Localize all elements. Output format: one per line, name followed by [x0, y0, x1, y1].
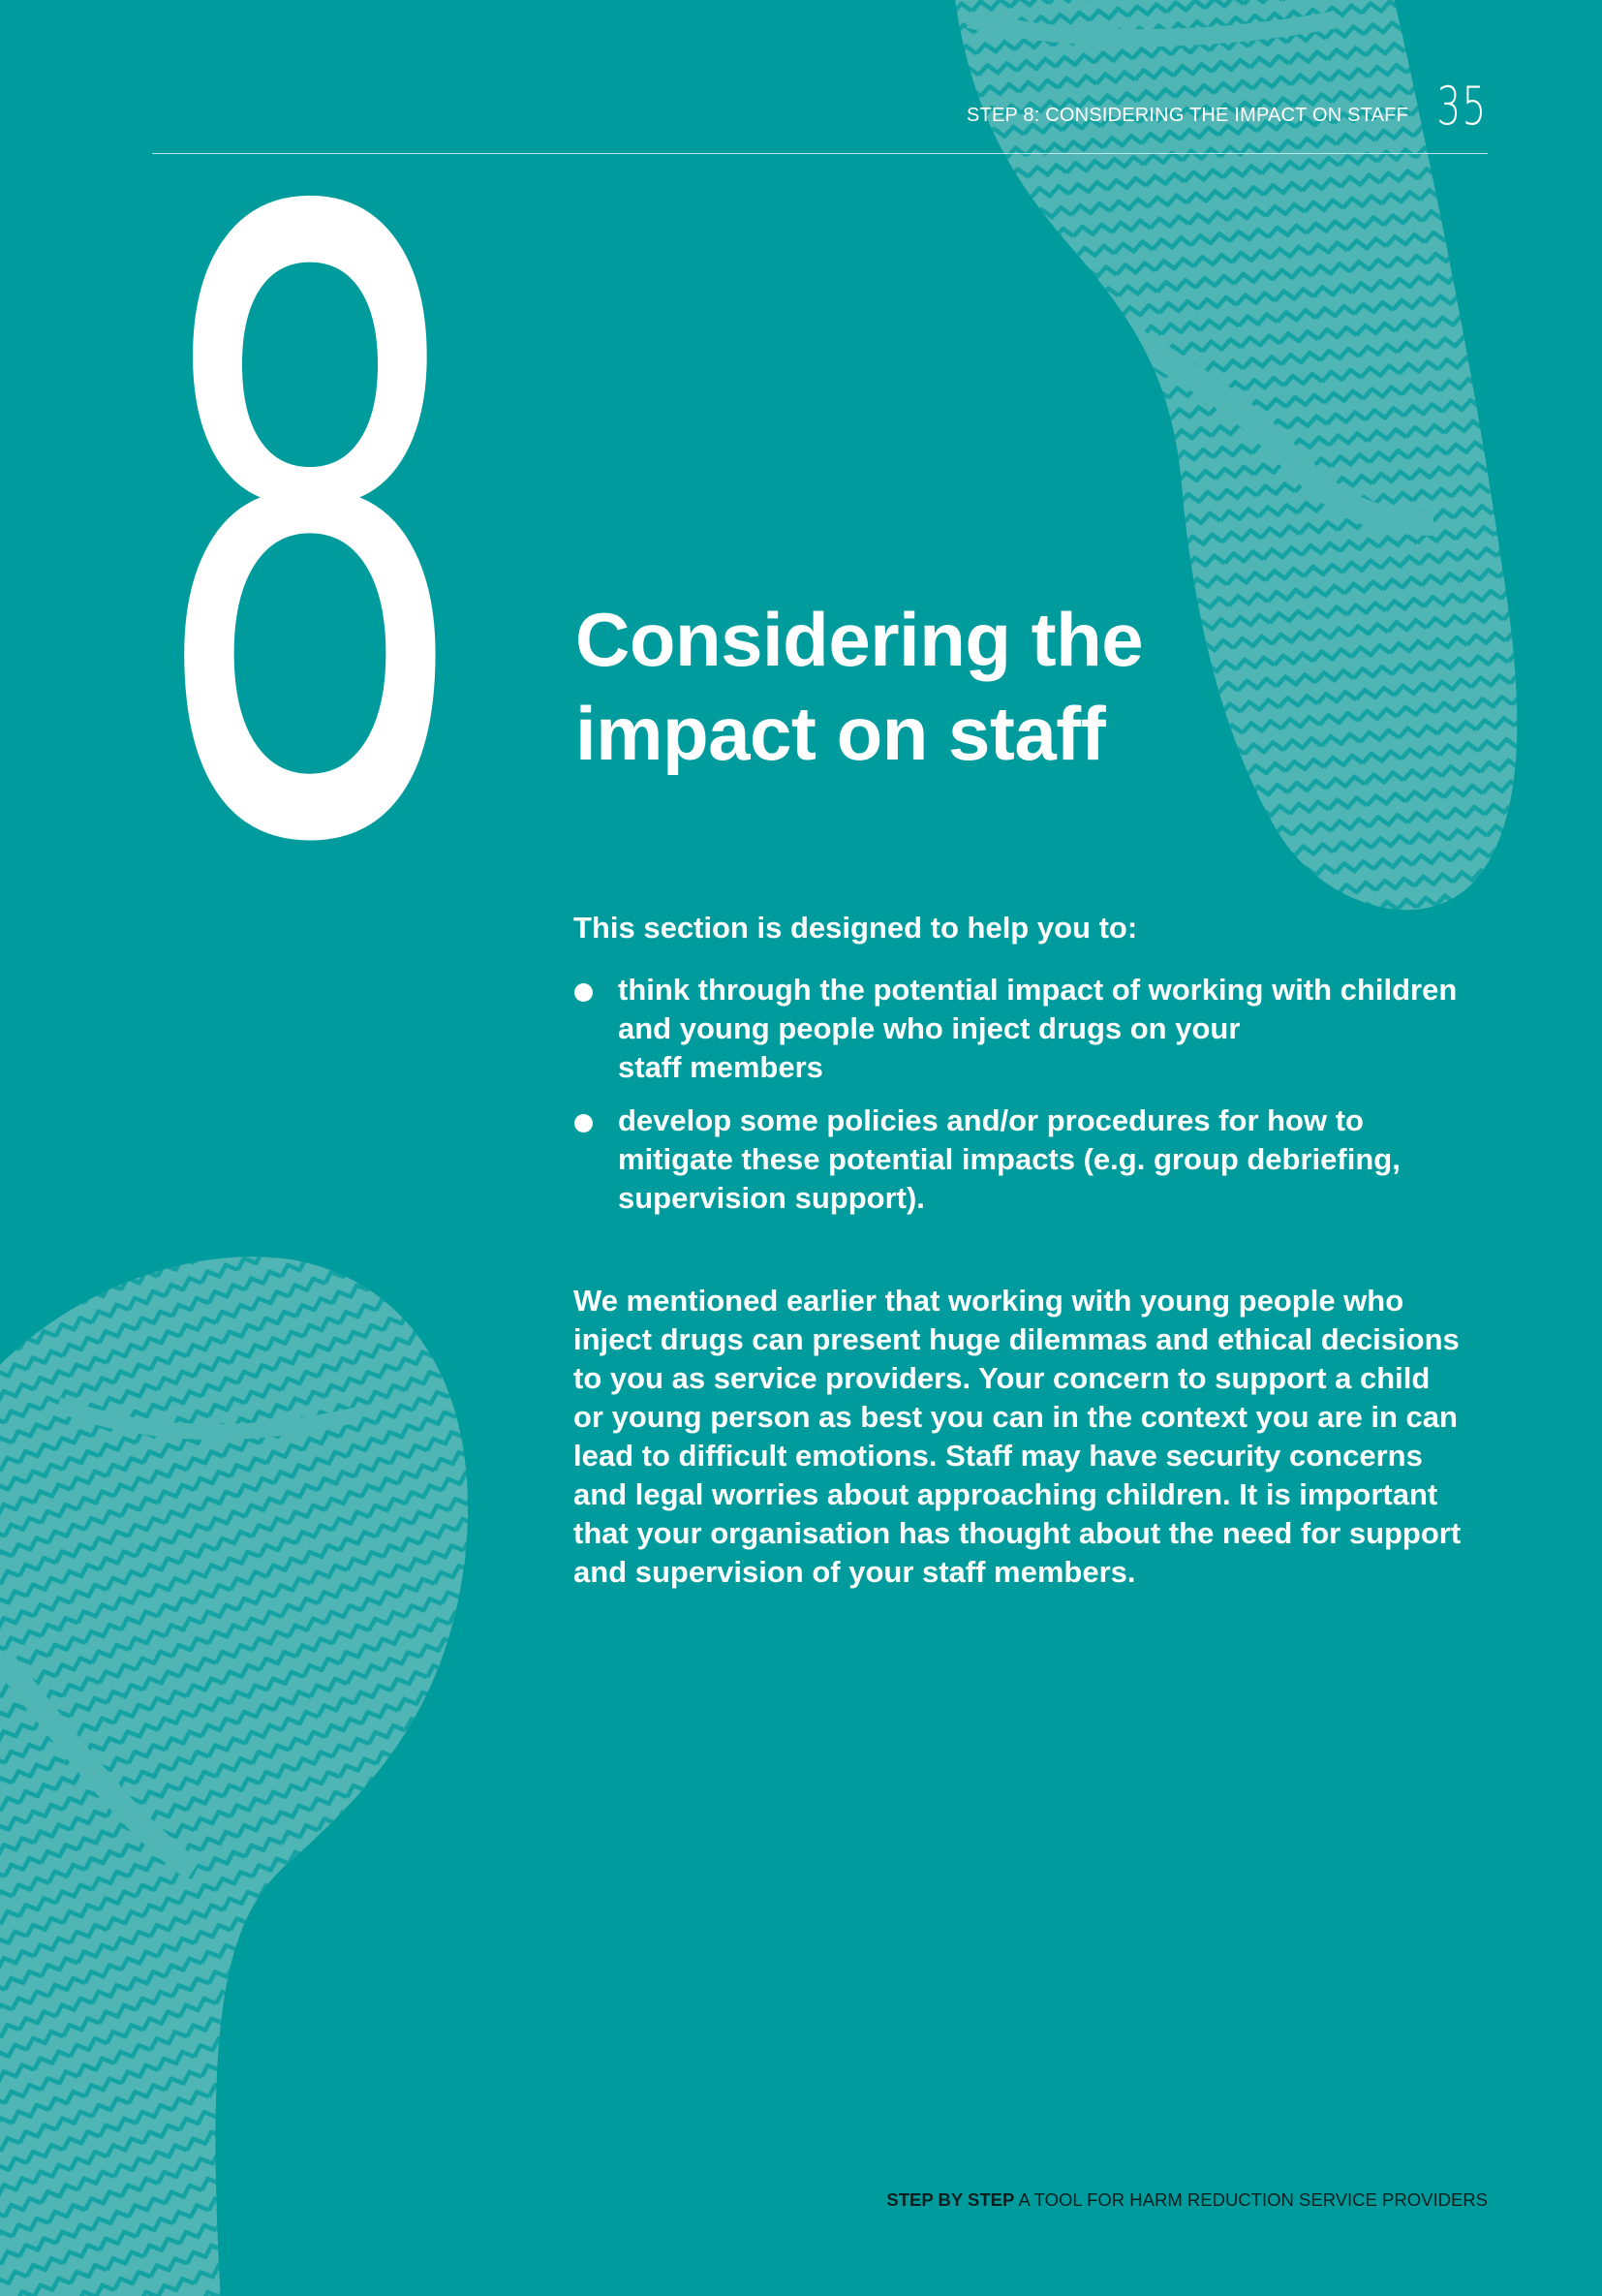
- body-line: or young person as best you can in the context you are in can: [573, 1400, 1458, 1434]
- body-line: We mentioned earlier that working with young people who: [573, 1284, 1404, 1318]
- chapter-title: [575, 593, 1143, 781]
- bullet-item: [573, 1101, 1503, 1218]
- footer-subtitle: A TOOL FOR HARM REDUCTION SERVICE PROVIDERS: [1014, 2189, 1488, 2210]
- bullet-line: staff members: [618, 1050, 823, 1084]
- bullet-line: supervision support).: [618, 1181, 925, 1215]
- bullet-item: [573, 971, 1503, 1087]
- intro-text: This section is designed to help you to:: [573, 911, 1138, 945]
- body-paragraph: [573, 1282, 1503, 1592]
- bullet-list: [573, 971, 1503, 1232]
- body-line: and legal worries about approaching children. It is important: [573, 1477, 1438, 1511]
- bullet-line: and young people who inject drugs on your: [618, 1011, 1241, 1045]
- body-line: that your organisation has thought about the need for support: [573, 1516, 1462, 1550]
- footer-series-title: STEP BY STEP: [886, 2189, 1015, 2210]
- body-line: lead to difficult emotions. Staff may have security concerns: [573, 1439, 1423, 1473]
- body-line: to you as service providers. Your concern to support a child: [573, 1361, 1431, 1395]
- running-head: STEP 8: CONSIDERING THE IMPACT ON STAFF: [966, 105, 1408, 126]
- bullet-dot-icon: [574, 1114, 593, 1132]
- bullet-dot-icon: [574, 983, 593, 1002]
- bullet-line: develop some policies and/or procedures for how to: [618, 1103, 1364, 1137]
- bullet-line: mitigate these potential impacts (e.g. group debriefing,: [618, 1142, 1401, 1176]
- footprint-bottom-icon: [0, 1250, 484, 2296]
- bullet-line: think through the potential impact of working with children: [618, 973, 1458, 1007]
- chapter-title-line-2: impact on staff: [575, 691, 1106, 776]
- body-line: and supervision of your staff members.: [573, 1555, 1136, 1589]
- body-line: inject drugs can present huge dilemmas and ethical decisions: [573, 1322, 1460, 1356]
- chapter-title-line-1: Considering the: [575, 597, 1144, 682]
- chapter-number-text: 8: [150, 37, 470, 1030]
- page-footer: [886, 2189, 1488, 2211]
- chapter-number-eight: [150, 37, 470, 1030]
- page-number: 35: [1436, 76, 1488, 137]
